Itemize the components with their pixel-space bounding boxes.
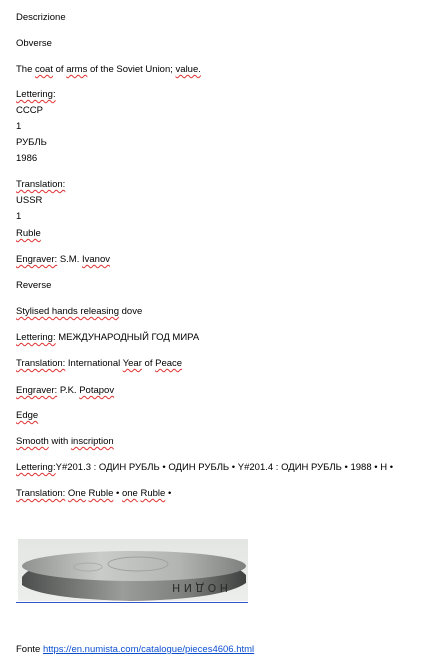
obverse-title: Obverse [16,38,52,49]
coin-face [22,551,246,581]
obverse-translation-line: USSR [16,195,43,206]
document-heading: Descrizione [16,12,66,23]
obverse-engraver: Engraver: S.M. Ivanov [16,254,110,265]
reverse-translation: Translation: International Year of Peace [16,358,183,369]
edge-lettering: Lettering:Y#201.3 : ОДИН РУБЛЬ • ОДИН РУБЛЬ • Y#201.4 : ОДИН РУБЛЬ • 1988 • Н • [16,462,394,473]
obverse-lettering-label: Lettering: [16,89,56,100]
source-link[interactable]: https://en.numista.com/catalogue/pieces4606.html [42,644,255,655]
obverse-lettering-line: РУБЛЬ [16,137,47,148]
coin-edge-photo [18,539,248,601]
reverse-title: Reverse [16,280,52,291]
obverse-lettering-line: 1986 [16,153,38,164]
edge-description: Smooth with inscription [16,436,114,447]
obverse-translation-line: 1 [16,211,22,222]
obverse-lettering-line: СССР [16,105,43,116]
obverse-translation-line: Ruble [16,228,41,239]
edge-translation: Translation: One Ruble • one Ruble • [16,488,172,499]
reverse-lettering: Lettering: МЕЖДУНАРОДНЫЙ ГОД МИРА [16,332,200,343]
coin-edge-image-link[interactable] [16,538,248,603]
reverse-engraver: Engraver: P.K. Potapov [16,385,115,396]
obverse-lettering-line: 1 [16,121,22,132]
source-line: Fonte https://en.numista.com/catalogue/pieces4606.html [16,644,255,655]
reverse-description: Stylised hands releasing dove [16,306,143,317]
coin-edge-inscription: Н О Д И Н [171,581,228,594]
edge-title: Edge [16,410,39,421]
obverse-description: The coat of arms of the Soviet Union; value. [16,64,201,75]
obverse-translation-label: Translation: [16,179,66,190]
